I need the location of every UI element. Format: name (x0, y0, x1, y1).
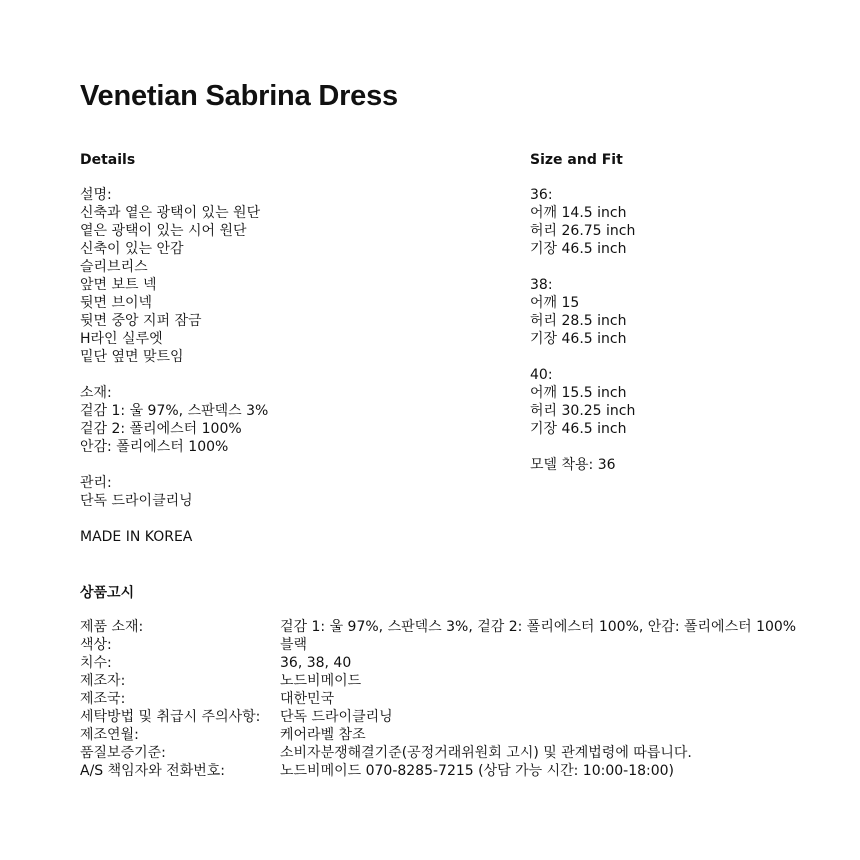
product-notice-table (80, 618, 796, 780)
description-item: 신축이 있는 안감 (80, 241, 184, 257)
size-measure: 허리 28.5 inch (530, 313, 627, 329)
notice-label: 품질보증기준: (80, 745, 166, 761)
size-fit-heading: Size and Fit (530, 152, 623, 168)
notice-value: 겉감 1: 울 97%, 스판덱스 3%, 겉감 2: 폴리에스터 100%, 안감: 폴리에스터 100% (280, 619, 797, 635)
size-measure: 기장 46.5 inch (530, 241, 627, 257)
size-measure: 어깨 15.5 inch (530, 385, 627, 401)
care-label: 관리: (80, 475, 112, 491)
description-item: 슬리브리스 (80, 259, 148, 275)
notice-value: 단독 드라이클리닝 (280, 709, 393, 725)
notice-value: 노드비메이드 070-8285-7215 (상담 가능 시간: 10:00-18:00) (280, 763, 675, 779)
material-item: 겉감 2: 폴리에스터 100% (80, 421, 242, 437)
description-label: 설명: (80, 187, 112, 203)
notice-label: 제조연월: (80, 727, 139, 743)
description-item: 옅은 광택이 있는 시어 원단 (80, 223, 247, 239)
notice-row (80, 690, 796, 708)
material-item: 안감: 폴리에스터 100% (80, 439, 229, 455)
size-measure: 어깨 15 (530, 295, 580, 311)
details-heading: Details (80, 152, 136, 168)
description-item: H라인 실루엣 (80, 331, 163, 347)
description-item: 뒷면 브이넥 (80, 295, 153, 311)
notice-row (80, 726, 796, 744)
model-size-note: 모델 착용: 36 (530, 457, 616, 473)
notice-value: 노드비메이드 (280, 673, 362, 689)
notice-label: 세탁방법 및 취급시 주의사항: (80, 709, 261, 725)
product-title: Venetian Sabrina Dress (80, 80, 398, 112)
description-item: 앞면 보트 넥 (80, 277, 157, 293)
size-measure: 기장 46.5 inch (530, 421, 627, 437)
notice-label: 제품 소재: (80, 619, 144, 635)
origin-label: MADE IN KOREA (80, 529, 193, 545)
size-measure: 허리 30.25 inch (530, 403, 636, 419)
notice-value: 36, 38, 40 (280, 655, 352, 671)
notice-row (80, 618, 796, 636)
care-item: 단독 드라이클리닝 (80, 493, 193, 509)
notice-value: 대한민국 (280, 691, 335, 707)
notice-label: 색상: (80, 637, 112, 653)
notice-value: 케어라벨 참조 (280, 727, 366, 743)
description-item: 뒷면 중앙 지퍼 잠금 (80, 313, 202, 329)
description-item: 신축과 옅은 광택이 있는 원단 (80, 205, 261, 221)
size-measure: 허리 26.75 inch (530, 223, 636, 239)
product-notice-heading: 상품고시 (80, 585, 135, 601)
size-fit-body (530, 186, 635, 474)
notice-row (80, 654, 796, 672)
size-label: 36: (530, 187, 553, 203)
notice-label: 제조국: (80, 691, 126, 707)
size-measure: 어깨 14.5 inch (530, 205, 627, 221)
notice-value: 블랙 (280, 637, 308, 653)
details-body (80, 186, 268, 546)
material-label: 소재: (80, 385, 112, 401)
size-measure: 기장 46.5 inch (530, 331, 627, 347)
notice-label: 제조자: (80, 673, 126, 689)
material-item: 겉감 1: 울 97%, 스판덱스 3% (80, 403, 269, 419)
size-label: 40: (530, 367, 553, 383)
description-item: 밑단 옆면 맞트임 (80, 349, 184, 365)
notice-label: A/S 책임자와 전화번호: (80, 763, 225, 779)
size-label: 38: (530, 277, 553, 293)
notice-value: 소비자분쟁해결기준(공정거래위원회 고시) 및 관계법령에 따릅니다. (280, 745, 692, 761)
notice-row (80, 636, 796, 654)
notice-row (80, 672, 796, 690)
notice-label: 치수: (80, 655, 112, 671)
notice-row (80, 744, 796, 762)
notice-row (80, 762, 796, 780)
notice-row (80, 708, 796, 726)
